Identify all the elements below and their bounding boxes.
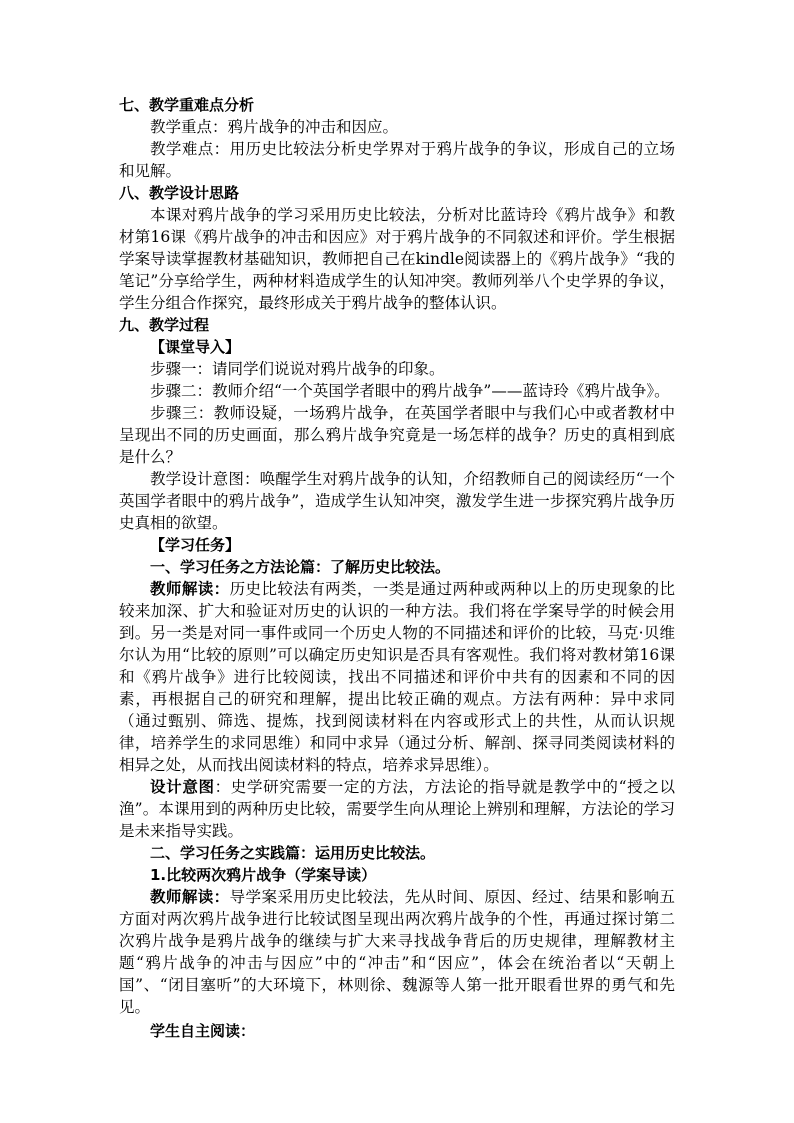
step-two: 步骤二：教师介绍“一个英国学者眼中的鸦片战争”——蓝诗玲《鸦片战争》。 bbox=[150, 382, 670, 400]
student-reading-label: 学生自主阅读： bbox=[150, 1022, 256, 1040]
design-paragraph bbox=[119, 776, 675, 842]
step-three: 步骤三：教师设疑，一场鸦片战争，在英国学者眼中与我们心中或者教材中呈现出不同的历史画面，那么鸦片战争究竟是一场怎样的战争？历史的真相到底是什么？ bbox=[119, 404, 675, 466]
sub1-paragraph bbox=[119, 886, 675, 1018]
sub1-heading: 1.比较两次鸦片战争（学案导读） bbox=[150, 866, 377, 884]
sub1-label: 教师解读： bbox=[150, 888, 230, 906]
task1-paragraph bbox=[119, 578, 675, 776]
design-label: 设计意图 bbox=[150, 778, 215, 796]
section8-heading: 八、教学设计思路 bbox=[119, 184, 240, 202]
task2-heading: 二、学习任务之实践篇：运用历史比较法。 bbox=[150, 844, 436, 862]
task-tag: 【学习任务】 bbox=[150, 536, 241, 554]
task1-label: 教师解读： bbox=[150, 580, 230, 598]
sub1-body: 导学案采用历史比较法，先从时间、原因、经过、结果和影响五方面对两次鸦片战争进行比较试图呈现出两次鸦片战争的个性，再通过探讨第二次鸦片战争是鸦片战争的继续与扩大来寻找战争背后的历史规律，理解教材主题“鸦片战争的冲击与因应”中的“冲击”和“因应”，体会在统治者以“天朝上国”、“闭目塞听”的大环境下，林则徐、魏源等人第一批开眼看世界的勇气和先见。 bbox=[119, 888, 675, 1016]
teaching-difficulty: 教学难点：用历史比较法分析史学界对于鸦片战争的争议，形成自己的立场和见解。 bbox=[119, 140, 675, 180]
section9-heading: 九、教学过程 bbox=[119, 316, 210, 334]
teaching-focus: 教学重点：鸦片战争的冲击和因应。 bbox=[150, 118, 399, 136]
design-body: ：史学研究需要一定的方法，方法论的指导就是教学中的“授之以渔”。本课用到的两种历史比较，需要学生向从理论上辨别和理解，方法论的学习是未来指导实践。 bbox=[119, 778, 675, 840]
document-page bbox=[119, 94, 675, 1042]
design-intent-paragraph: 教学设计意图：唤醒学生对鸦片战争的认知，介绍教师自己的阅读经历“一个英国学者眼中的鸦片战争”，造成学生认知冲突，激发学生进一步探究鸦片战争历史真相的欲望。 bbox=[119, 470, 675, 532]
intro-tag: 【课堂导入】 bbox=[150, 338, 241, 356]
design-idea-paragraph: 本课对鸦片战争的学习采用历史比较法，分析对比蓝诗玲《鸦片战争》和教材第16课《鸦片战争的冲击和因应》对于鸦片战争的不同叙述和评价。学生根据学案导读掌握教材基础知识，教师把自己在kindle阅读器上的《鸦片战争》“我的笔记”分享给学生，两种材料造成学生的认知冲突。教师列举八个史学界的争议，学生分组合作探究，最终形成关于鸦片战争的整体认识。 bbox=[119, 206, 675, 312]
step-one: 步骤一：请同学们说说对鸦片战争的印象。 bbox=[150, 360, 445, 378]
task1-body: 历史比较法有两类，一类是通过两种或两种以上的历史现象的比较来加深、扩大和验证对历史的认识的一种方法。我们将在学案导学的时候会用到。另一类是对同一事件或同一个历史人物的不同描述和评价的比较，马克·贝维尔认为用“比较的原则”可以确定历史知识是否具有客观性。我们将对教材第16课和《鸦片战争》进行比较阅读，找出不同描述和评价中共有的因素和不同的因素，再根据自己的研究和理解，提出比较正确的观点。方法有两种：异中求同（通过甄别、筛选、提炼，找到阅读材料在内容或形式上的共性，从而认识规律，培养学生的求同思维）和同中求异（通过分析、解剖、探寻同类阅读材料的相异之处，从而找出阅读材料的特点，培养求异思维）。 bbox=[119, 580, 675, 774]
task1-heading: 一、学习任务之方法论篇：了解历史比较法。 bbox=[150, 558, 451, 576]
section7-heading: 七、教学重难点分析 bbox=[119, 96, 255, 114]
